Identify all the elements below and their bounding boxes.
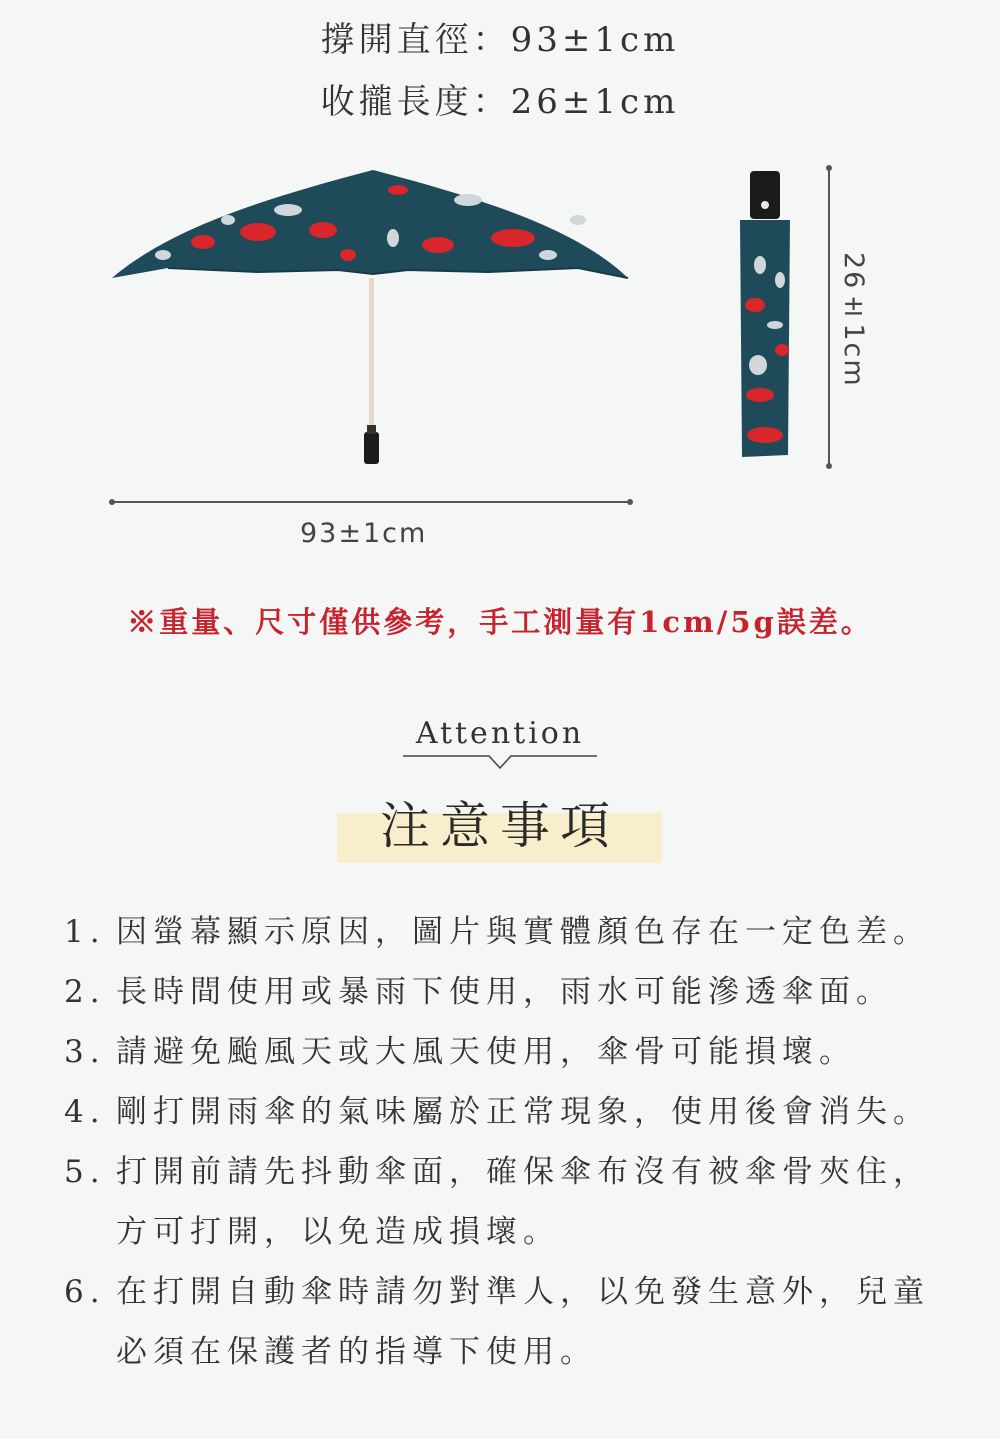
open-umbrella-image (108, 160, 633, 470)
closed-length-dimension-line (828, 168, 830, 466)
list-item-number: 6. (64, 1274, 106, 1310)
open-width-dimension-label: 93±1cm (300, 518, 428, 549)
closed-umbrella-image (730, 165, 800, 470)
list-item-number: 4. (64, 1094, 106, 1130)
attention-heading-en: Attention (415, 716, 585, 751)
list-item-text: 長時間使用或暴雨下使用，雨水可能滲透傘面。 (116, 974, 893, 1010)
list-item (64, 902, 964, 962)
measurement-note: ※重量、尺寸僅供參考，手工測量有1cm/5g誤差。 (127, 605, 873, 639)
list-item (64, 1262, 964, 1382)
list-item-text: 打開前請先抖動傘面，確保傘布沒有被傘骨夾住，方可打開，以免造成損壞。 (116, 1154, 930, 1250)
list-item (64, 1082, 964, 1142)
spec-closed-length: 收攏長度：26±1cm (320, 82, 680, 122)
attention-divider (403, 755, 597, 771)
list-item (64, 962, 964, 1022)
list-item-number: 3. (64, 1034, 106, 1070)
list-item-number: 1. (64, 914, 106, 950)
list-item-number: 2. (64, 974, 106, 1010)
list-item (64, 1022, 964, 1082)
list-item-text: 請避免颱風天或大風天使用，傘骨可能損壞。 (116, 1034, 856, 1070)
list-item-number: 5. (64, 1154, 106, 1190)
list-item-text: 因螢幕顯示原因，圖片與實體顏色存在一定色差。 (116, 914, 930, 950)
open-width-dimension-line (112, 501, 630, 503)
attention-heading-zh: 注意事項 (380, 797, 620, 855)
spec-open-diameter: 撐開直徑：93±1cm (320, 20, 680, 60)
list-item-text: 剛打開雨傘的氣味屬於正常現象，使用後會消失。 (116, 1094, 930, 1130)
notice-list (64, 902, 964, 1382)
list-item-text: 在打開自動傘時請勿對準人，以免發生意外，兒童必須在保護者的指導下使用。 (116, 1274, 930, 1370)
closed-length-dimension-label: 26±1cm (838, 252, 869, 388)
list-item (64, 1142, 964, 1262)
